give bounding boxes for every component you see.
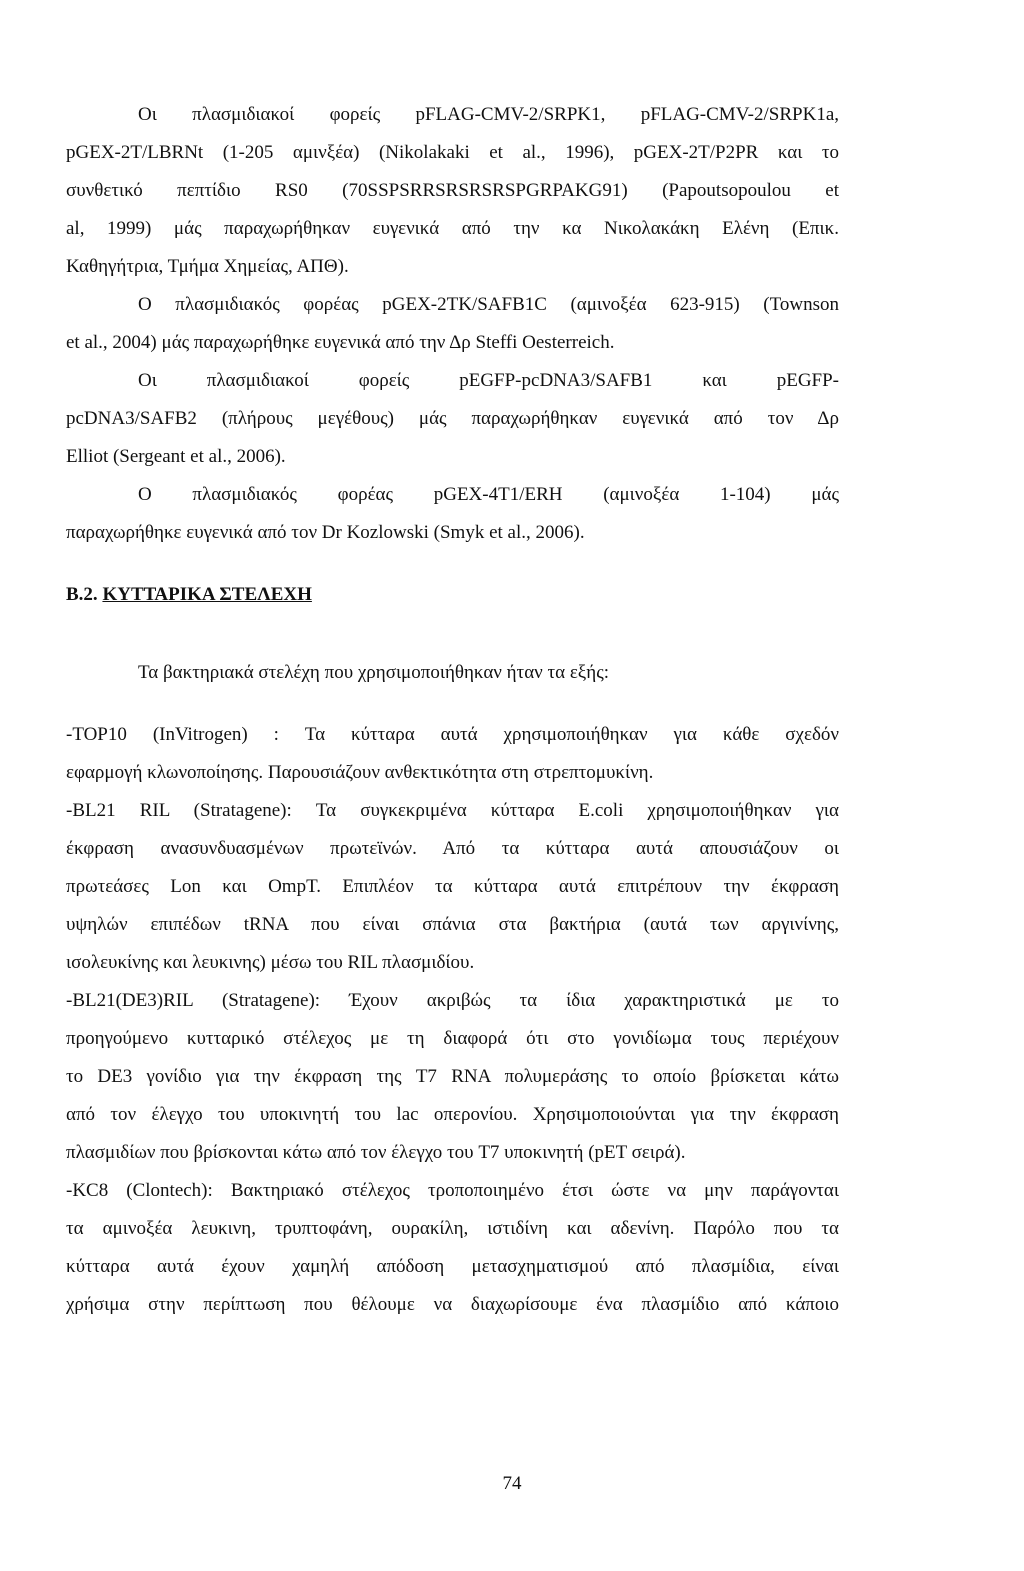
text-line: Elliot (Sergeant et al., 2006). [66,446,286,467]
text-line: Ο πλασμιδιακός φορέας pGEX-2TK/SAFB1C (αμινοξέα 623-915) (Townson [138,294,839,315]
spacer [66,692,839,716]
text-line: πλασμιδίων που βρίσκονται κάτω από τον έλεγχο του T7 υποκινητή (pET σειρά). [66,1142,686,1163]
text-line: Οι πλασμιδιακοί φορείς pEGFP-pcDNA3/SAFB1 και pEGFP- [138,370,839,391]
strain-bl21-de3-ril [66,982,839,1172]
strain-bl21-ril [66,792,839,982]
text-line: pcDNA3/SAFB2 (πλήρους μεγέθους) μάς παραχωρήθηκαν ευγενικά από τον Δρ [66,408,839,429]
text-line: παραχωρήθηκε ευγενικά από τον Dr Kozlowski (Smyk et al., 2006). [66,522,585,543]
text-line: al, 1999) μάς παραχωρήθηκαν ευγενικά από την κα Νικολακάκη Ελένη (Επικ. [66,218,839,239]
text-line: συνθετικό πεπτίδιο RS0 (70SSPSRRSRSRSRSPGRPAKG91) (Papoutsopoulou et [66,180,839,201]
section-number: B.2. [66,584,98,605]
text-line: κύτταρα αυτά έχουν χαμηλή απόδοση μετασχηματισμού από πλασμίδια, είναι [66,1256,839,1277]
paragraph-plasmids-1 [66,96,839,286]
text-line: -BL21(DE3)RIL (Stratagene): Έχουν ακριβώς τα ίδια χαρακτηριστικά με το [66,990,839,1011]
text-line: Οι πλασμιδιακοί φορείς pFLAG-CMV-2/SRPK1, pFLAG-CMV-2/SRPK1a, [138,104,839,125]
strain-top10 [66,716,839,792]
text-line: et al., 2004) μάς παραχωρήθηκε ευγενικά από την Δρ Steffi Oesterreich. [66,332,615,353]
strain-kc8 [66,1172,839,1324]
text-line: υψηλών επιπέδων tRNA που είναι σπάνια στα βακτήρια (αυτά των αργινίνης, [66,914,839,935]
text-line: εφαρμογή κλωνοποίησης. Παρουσιάζουν ανθεκτικότητα στη στρεπτομυκίνη. [66,762,654,783]
text-line: -BL21 RIL (Stratagene): Τα συγκεκριμένα κύτταρα E.coli χρησιμοποιήθηκαν για [66,800,839,821]
text-line: τα αμινοξέα λευκινη, τρυπτοφάνη, ουρακίλη, ιστιδίνη και αδενίνη. Παρόλο που τα [66,1218,839,1239]
text-line: Ο πλασμιδιακός φορέας pGEX-4T1/ERH (αμινοξέα 1-104) μάς [138,484,839,505]
text-line: προηγούμενο κυτταρικό στέλεχος με τη διαφορά ότι στο γονιδίωμα τους περιέχουν [66,1028,839,1049]
text-line: το DE3 γονίδιο για την έκφραση της T7 RNA πολυμεράσης το οποίο βρίσκεται κάτω [66,1066,839,1087]
text-line: -KC8 (Clontech): Βακτηριακό στέλεχος τροποποιημένο έτσι ώστε να μην παράγονται [66,1180,839,1201]
spacer [66,614,839,654]
paragraph-plasmids-3 [66,362,839,476]
page-number: 74 [502,1473,522,1494]
text-line: ισολευκίνης και λευκινης) μέσω του RIL πλασμιδίου. [66,952,475,973]
text-line: χρήσιμα στην περίπτωση που θέλουμε να διαχωρίσουμε ένα πλασμίδιο από κάποιο [66,1294,839,1315]
text-line: πρωτεάσες Lon και OmpT. Επιπλέον τα κύτταρα αυτά επιτρέπουν την έκφραση [66,876,839,897]
section-intro: Τα βακτηριακά στελέχη που χρησιμοποιήθηκαν ήταν τα εξής: [138,662,610,683]
spacer [66,552,839,576]
section-heading [66,576,839,614]
paragraph-plasmids-2 [66,286,839,362]
text-line: έκφραση ανασυνδυασμένων πρωτεϊνών. Από τα κύτταρα αυτά απουσιάζουν οι [66,838,839,859]
section-title: ΚΥΤΤΑΡΙΚΑ ΣΤΕΛΕΧΗ [102,584,312,605]
paragraph-plasmids-4 [66,476,839,552]
text-line: από τον έλεγχο του υποκινητή του lac οπερονίου. Χρησιμοποιούνται για την έκφραση [66,1104,839,1125]
text-line: Καθηγήτρια, Τμήμα Χημείας, ΑΠΘ). [66,256,349,277]
text-line: -TOP10 (InVitrogen) : Τα κύτταρα αυτά χρησιμοποιήθηκαν για κάθε σχεδόν [66,724,839,745]
text-line: pGEX-2T/LBRNt (1-205 αμινξέα) (Nikolakaki et al., 1996), pGEX-2T/P2PR και το [66,142,839,163]
